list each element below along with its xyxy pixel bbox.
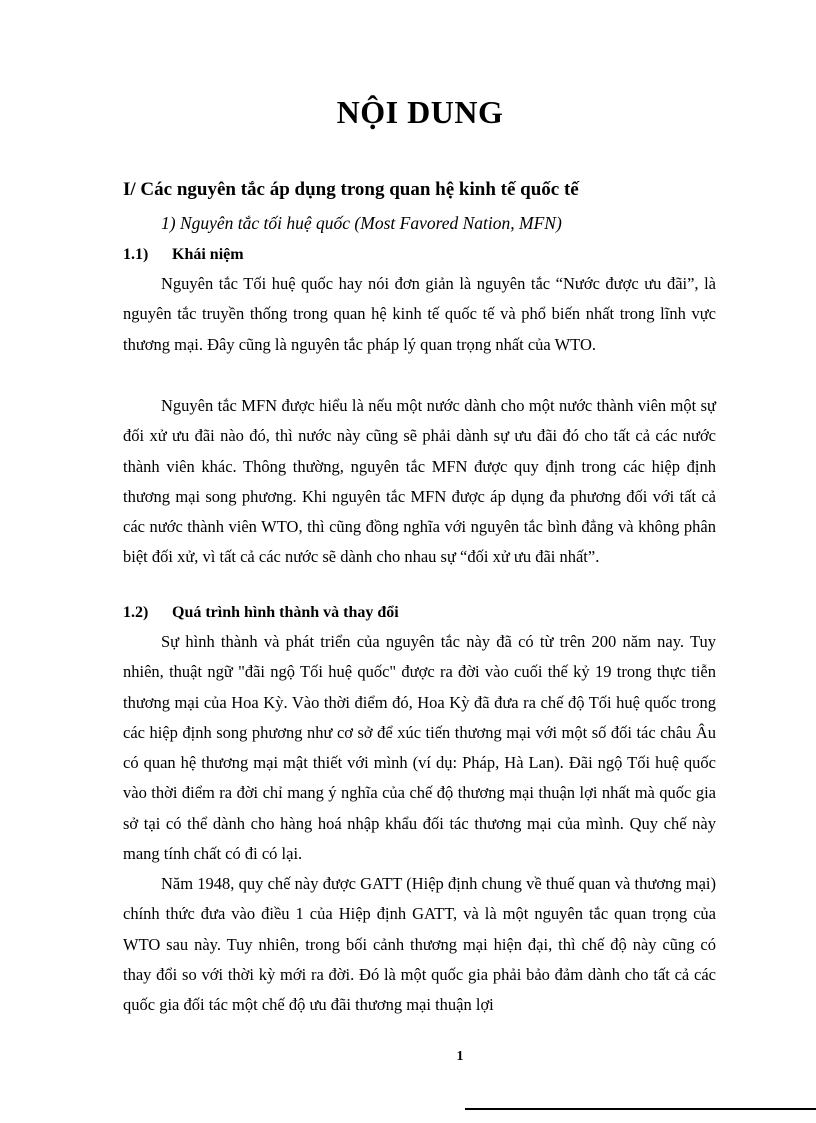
section-heading: I/ Các nguyên tắc áp dụng trong quan hệ kinh tế quốc tế — [123, 179, 579, 200]
paragraph: Sự hình thành và phát triển của nguyên tắc này đã có từ trên 200 năm nay. Tuy nhiên, thuật ngữ "đãi ngộ Tối huệ quốc" được ra đời vào cuối thế kỷ 19 trong thực tiễn thương mại của Hoa Kỳ. Vào thời điểm đó, Hoa Kỳ đã đưa ra chế độ Tối huệ quốc trong các hiệp định song phương như cơ sở để xúc tiến thương mại với một số đối tác châu Âu có quan hệ thương mại mật thiết với mình (ví dụ: Pháp, Hà Lan). Đãi ngộ Tối huệ quốc vào thời điểm ra đời chỉ mang ý nghĩa của chế độ thương mại thuận lợi nhất mà quốc gia sở tại có thể dành cho hàng hoá nhập khẩu đối tác thương mại của mình. Quy chế này mang tính chất có đi có lại. — [123, 632, 716, 864]
heading-number: 1.1) — [123, 246, 149, 263]
heading-label: Khái niệm — [172, 246, 244, 263]
paragraph: Năm 1948, quy chế này được GATT (Hiệp định chung về thuế quan và thương mại) chính thức đưa vào điều 1 của Hiệp định GATT, và là một nguyên tắc quan trọng của WTO sau này. Tuy nhiên, trong bối cảnh thương mại hiện đại, thì chế độ này cũng có thay đổi so với thời kỳ mới ra đời. Đó là một quốc gia phải bảo đảm dành cho tất cả các quốc gia đối tác một chế độ ưu đãi thương mại thuận lợi — [123, 874, 716, 1015]
subsection-heading: 1) Nguyên tắc tối huệ quốc (Most Favored Nation, MFN) — [161, 213, 562, 233]
footer-rule — [465, 1108, 816, 1110]
paragraph: Nguyên tắc MFN được hiểu là nếu một nước dành cho một nước thành viên một sự đối xử ưu đãi nào đó, thì nước này cũng sẽ phải dành sự ưu đãi đó cho tất cả các nước thành viên khác. Thông thường, nguyên tắc MFN được quy định trong các hiệp định thương mại song phương. Khi nguyên tắc MFN được áp dụng đa phương đối với tất cả các nước thành viên WTO, thì cũng đồng nghĩa với nguyên tắc bình đẳng và không phân biệt đối xử, vì tất cả các nước sẽ dành cho nhau sự “đối xử ưu đãi nhất”. — [123, 396, 716, 567]
heading-label: Quá trình hình thành và thay đổi — [172, 604, 399, 621]
paragraph: Nguyên tắc Tối huệ quốc hay nói đơn giản là nguyên tắc “Nước được ưu đãi”, là nguyên tắc truyền thống trong quan hệ kinh tế quốc tế và phổ biến nhất trong lĩnh vực thương mại. Đây cũng là nguyên tắc pháp lý quan trọng nhất của WTO. — [123, 274, 716, 354]
heading-khai-niem — [123, 246, 244, 264]
page-number: 1 — [456, 1049, 464, 1064]
heading-qua-trinh — [123, 604, 399, 622]
heading-number: 1.2) — [123, 604, 149, 621]
page-title: NỘI DUNG — [336, 94, 504, 130]
